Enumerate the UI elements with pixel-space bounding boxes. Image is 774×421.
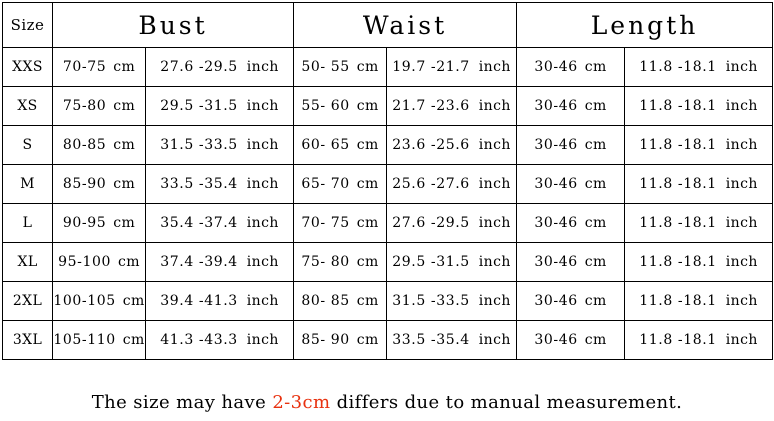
value-waist-inch: 33.5 -35.4 xyxy=(392,332,470,348)
unit-bust-inch: inch xyxy=(246,332,279,348)
cell-bust-inch xyxy=(146,321,294,360)
cell-waist-cm xyxy=(294,165,387,204)
unit-bust-inch: inch xyxy=(246,137,279,153)
value-length-cm: 30-46 xyxy=(534,98,578,114)
cell-size: S xyxy=(3,126,53,165)
value-length-inch: 11.8 -18.1 xyxy=(639,254,717,270)
unit-length-cm: cm xyxy=(584,332,607,348)
unit-length-cm: cm xyxy=(584,98,607,114)
value-length-cm: 30-46 xyxy=(534,293,578,309)
value-bust-inch: 35.4 -37.4 xyxy=(160,215,238,231)
cell-bust-cm xyxy=(53,126,146,165)
value-bust-inch: 41.3 -43.3 xyxy=(160,332,238,348)
unit-waist-cm: cm xyxy=(356,293,379,309)
cell-length-inch xyxy=(625,204,773,243)
value-waist-cm: 70- 75 xyxy=(301,215,350,231)
unit-length-inch: inch xyxy=(725,137,758,153)
unit-waist-inch: inch xyxy=(478,137,511,153)
unit-waist-cm: cm xyxy=(356,254,379,270)
value-waist-inch: 21.7 -23.6 xyxy=(392,98,470,114)
unit-waist-cm: cm xyxy=(356,98,379,114)
cell-length-inch xyxy=(625,243,773,282)
value-bust-inch: 33.5 -35.4 xyxy=(160,176,238,192)
column-header-length: Length xyxy=(517,3,773,48)
value-waist-cm: 65- 70 xyxy=(301,176,350,192)
value-length-cm: 30-46 xyxy=(534,176,578,192)
value-length-cm: 30-46 xyxy=(534,59,578,75)
cell-waist-cm xyxy=(294,126,387,165)
value-length-inch: 11.8 -18.1 xyxy=(639,332,717,348)
unit-waist-cm: cm xyxy=(356,176,379,192)
value-length-cm: 30-46 xyxy=(534,215,578,231)
value-length-inch: 11.8 -18.1 xyxy=(639,98,717,114)
unit-waist-inch: inch xyxy=(478,59,511,75)
value-length-inch: 11.8 -18.1 xyxy=(639,215,717,231)
cell-waist-cm xyxy=(294,204,387,243)
unit-length-inch: inch xyxy=(725,332,758,348)
unit-waist-inch: inch xyxy=(478,293,511,309)
note-tolerance: 2-3cm xyxy=(272,392,331,413)
unit-bust-inch: inch xyxy=(246,59,279,75)
cell-waist-inch xyxy=(387,282,517,321)
value-length-inch: 11.8 -18.1 xyxy=(639,293,717,309)
unit-bust-inch: inch xyxy=(246,176,279,192)
cell-bust-cm xyxy=(53,204,146,243)
value-waist-cm: 60- 65 xyxy=(301,137,350,153)
unit-length-cm: cm xyxy=(584,59,607,75)
note-suffix: differs due to manual measurement. xyxy=(330,392,683,413)
value-bust-cm: 105-110 xyxy=(53,332,116,348)
unit-bust-cm: cm xyxy=(113,215,136,231)
column-header-waist: Waist xyxy=(294,3,517,48)
unit-waist-cm: cm xyxy=(356,332,379,348)
cell-waist-cm xyxy=(294,48,387,87)
measurement-note xyxy=(0,392,774,413)
cell-waist-cm xyxy=(294,243,387,282)
value-bust-cm: 90-95 xyxy=(62,215,107,231)
unit-bust-cm: cm xyxy=(113,176,136,192)
unit-bust-inch: inch xyxy=(246,293,279,309)
unit-bust-inch: inch xyxy=(246,215,279,231)
unit-bust-cm: cm xyxy=(117,254,140,270)
column-header-size: Size xyxy=(3,3,53,48)
table-row xyxy=(3,48,773,87)
unit-length-cm: cm xyxy=(584,215,607,231)
size-chart-sheet xyxy=(0,2,774,421)
cell-waist-cm xyxy=(294,321,387,360)
cell-bust-inch xyxy=(146,126,294,165)
cell-size: XL xyxy=(3,243,53,282)
note-prefix: The size may have xyxy=(91,392,273,413)
unit-length-inch: inch xyxy=(725,176,758,192)
table-row xyxy=(3,126,773,165)
table-row xyxy=(3,204,773,243)
value-waist-inch: 23.6 -25.6 xyxy=(392,137,470,153)
cell-bust-inch xyxy=(146,165,294,204)
value-length-cm: 30-46 xyxy=(534,332,578,348)
value-bust-cm: 95-100 xyxy=(58,254,111,270)
cell-bust-cm xyxy=(53,282,146,321)
cell-length-cm xyxy=(517,48,625,87)
unit-bust-inch: inch xyxy=(246,98,279,114)
cell-waist-inch xyxy=(387,165,517,204)
cell-length-inch xyxy=(625,282,773,321)
cell-length-inch xyxy=(625,321,773,360)
unit-length-cm: cm xyxy=(584,176,607,192)
unit-length-inch: inch xyxy=(725,59,758,75)
unit-bust-inch: inch xyxy=(246,254,279,270)
cell-bust-inch xyxy=(146,204,294,243)
unit-length-inch: inch xyxy=(725,254,758,270)
value-length-inch: 11.8 -18.1 xyxy=(639,59,717,75)
cell-length-cm xyxy=(517,321,625,360)
value-bust-cm: 80-85 xyxy=(62,137,107,153)
unit-waist-inch: inch xyxy=(478,254,511,270)
table-row xyxy=(3,321,773,360)
value-bust-inch: 39.4 -41.3 xyxy=(160,293,238,309)
unit-length-inch: inch xyxy=(725,98,758,114)
value-bust-cm: 70-75 xyxy=(62,59,107,75)
cell-length-inch xyxy=(625,165,773,204)
cell-bust-inch xyxy=(146,282,294,321)
unit-bust-cm: cm xyxy=(113,98,136,114)
cell-length-cm xyxy=(517,282,625,321)
value-waist-inch: 25.6 -27.6 xyxy=(392,176,470,192)
cell-waist-cm xyxy=(294,87,387,126)
value-waist-cm: 80- 85 xyxy=(301,293,350,309)
column-header-bust: Bust xyxy=(53,3,294,48)
value-bust-cm: 100-105 xyxy=(53,293,116,309)
unit-waist-inch: inch xyxy=(478,98,511,114)
value-waist-inch: 27.6 -29.5 xyxy=(392,215,470,231)
cell-bust-cm xyxy=(53,321,146,360)
cell-length-cm xyxy=(517,165,625,204)
cell-length-inch xyxy=(625,48,773,87)
cell-size: 2XL xyxy=(3,282,53,321)
value-waist-inch: 29.5 -31.5 xyxy=(392,254,470,270)
value-waist-inch: 31.5 -33.5 xyxy=(392,293,470,309)
unit-length-inch: inch xyxy=(725,293,758,309)
cell-waist-cm xyxy=(294,282,387,321)
value-waist-inch: 19.7 -21.7 xyxy=(392,59,470,75)
unit-waist-cm: cm xyxy=(356,59,379,75)
unit-length-cm: cm xyxy=(584,254,607,270)
value-bust-inch: 37.4 -39.4 xyxy=(160,254,238,270)
cell-waist-inch xyxy=(387,48,517,87)
unit-length-inch: inch xyxy=(725,215,758,231)
value-bust-cm: 85-90 xyxy=(62,176,107,192)
cell-size: M xyxy=(3,165,53,204)
value-bust-inch: 27.6 -29.5 xyxy=(160,59,238,75)
unit-bust-cm: cm xyxy=(113,137,136,153)
size-chart-table xyxy=(2,2,773,360)
table-row xyxy=(3,282,773,321)
cell-length-cm xyxy=(517,87,625,126)
unit-waist-inch: inch xyxy=(478,176,511,192)
value-waist-cm: 55- 60 xyxy=(301,98,350,114)
cell-size: L xyxy=(3,204,53,243)
table-row xyxy=(3,165,773,204)
unit-waist-inch: inch xyxy=(478,332,511,348)
cell-bust-inch xyxy=(146,87,294,126)
value-bust-inch: 31.5 -33.5 xyxy=(160,137,238,153)
value-bust-cm: 75-80 xyxy=(62,98,107,114)
cell-length-inch xyxy=(625,87,773,126)
cell-bust-inch xyxy=(146,48,294,87)
cell-waist-inch xyxy=(387,87,517,126)
cell-waist-inch xyxy=(387,321,517,360)
value-waist-cm: 75- 80 xyxy=(301,254,350,270)
cell-bust-cm xyxy=(53,243,146,282)
value-length-inch: 11.8 -18.1 xyxy=(639,137,717,153)
value-length-inch: 11.8 -18.1 xyxy=(639,176,717,192)
unit-bust-cm: cm xyxy=(113,59,136,75)
value-waist-cm: 85- 90 xyxy=(301,332,350,348)
table-row xyxy=(3,243,773,282)
unit-waist-cm: cm xyxy=(356,215,379,231)
unit-bust-cm: cm xyxy=(122,332,145,348)
cell-size: 3XL xyxy=(3,321,53,360)
value-waist-cm: 50- 55 xyxy=(301,59,350,75)
cell-waist-inch xyxy=(387,126,517,165)
cell-bust-cm xyxy=(53,87,146,126)
unit-waist-inch: inch xyxy=(478,215,511,231)
value-length-cm: 30-46 xyxy=(534,137,578,153)
cell-waist-inch xyxy=(387,243,517,282)
table-header-row xyxy=(3,3,773,48)
cell-bust-cm xyxy=(53,165,146,204)
cell-size: XXS xyxy=(3,48,53,87)
table-row xyxy=(3,87,773,126)
unit-waist-cm: cm xyxy=(356,137,379,153)
unit-bust-cm: cm xyxy=(122,293,145,309)
cell-length-cm xyxy=(517,243,625,282)
cell-length-cm xyxy=(517,126,625,165)
unit-length-cm: cm xyxy=(584,293,607,309)
value-length-cm: 30-46 xyxy=(534,254,578,270)
cell-length-cm xyxy=(517,204,625,243)
unit-length-cm: cm xyxy=(584,137,607,153)
cell-size: XS xyxy=(3,87,53,126)
cell-bust-inch xyxy=(146,243,294,282)
value-bust-inch: 29.5 -31.5 xyxy=(160,98,238,114)
cell-length-inch xyxy=(625,126,773,165)
cell-bust-cm xyxy=(53,48,146,87)
cell-waist-inch xyxy=(387,204,517,243)
